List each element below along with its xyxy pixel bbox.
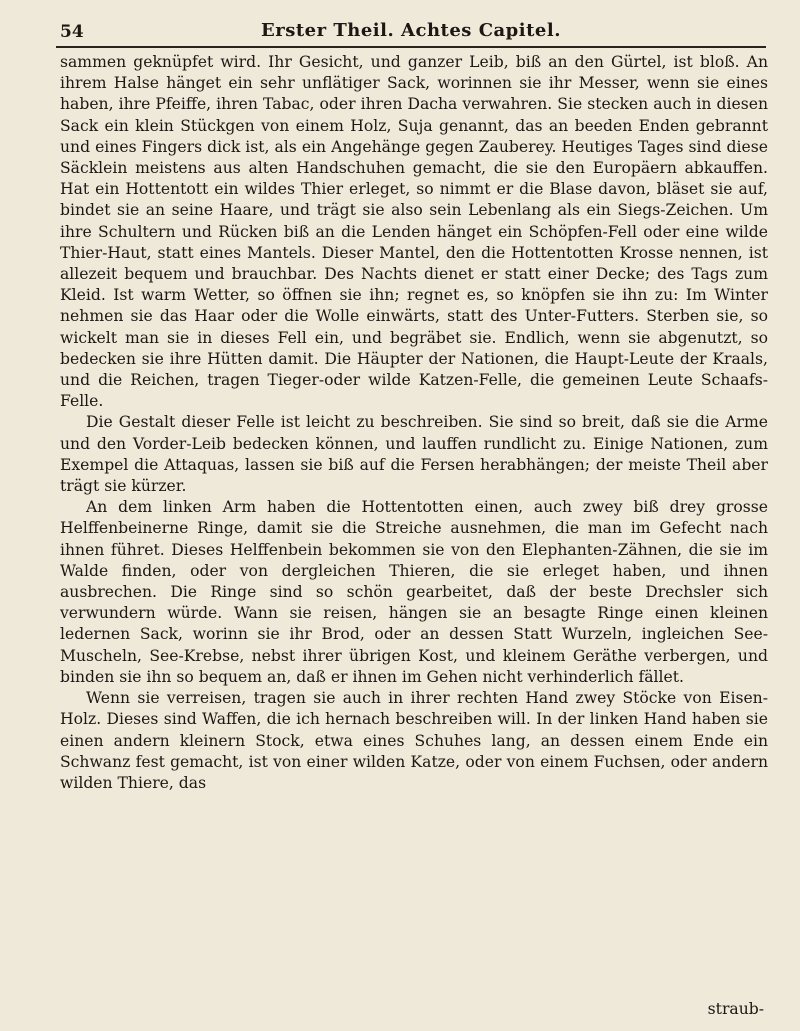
running-head: Erster Theil. Achtes Capitel.: [261, 20, 561, 41]
page-header: [56, 16, 766, 46]
catchword: straub-: [707, 1000, 764, 1018]
paragraph: Wenn sie verreisen, tragen sie auch in ihrer rechten Hand zwey Stöcke von Eisen-Holz. Dieses sind Waffen, die ich hernach beschreiben will. In der linken Hand haben sie einen andern kleinern Stock, etwa eines Schuhes lang, an dessen einem Ende ein Schwanz fest gemacht, ist von einer wilden Katze, oder von einem Fuchsen, oder andern wilden Thiere, das: [60, 689, 768, 792]
paragraph: sammen geknüpfet wird. Ihr Gesicht, und ganzer Leib, biß an den Gürtel, ist bloß. An ihrem Halse hänget ein sehr unflätiger Sack, worinnen sie ihr Messer, wenn sie eines haben, ihre Pfeiffe, ihren Tabac, oder ihren Dacha verwahren. Sie stecken auch in diesen Sack ein klein Stückgen von einem Holz, Suja genannt, das an beeden Enden gebrannt und eines Fingers dick ist, als ein Angehänge gegen Zauberey. Heutiges Tages sind diese Säcklein meistens aus alten Handschuhen gemacht, die sie den Europäern abkauffen. Hat ein Hottentott ein wildes Thier erleget, so nimmt er die Blase davon, bläset sie auf, bindet sie an seine Haare, und trägt sie also sein Lebenlang als ein Siegs-Zeichen. Um ihre Schultern und Rücken biß an die Lenden hänget ein Schöpfen-Fell oder eine wilde Thier-Haut, statt eines Mantels. Dieser Mantel, den die Hottentotten Krosse nennen, ist allezeit bequem und brauchbar. Des Nachts dienet er statt einer Decke; des Tags zum Kleid. Ist warm Wetter, so öffnen sie ihn; regnet es, so knöpfen sie ihn zu: Im Winter nehmen sie das Haar oder die Wolle einwärts, statt des Unter-Futters. Sterben sie, so wickelt man sie in dieses Fell ein, und begräbet sie. Endlich, wenn sie abgenutzt, so bedecken sie ihre Hütten damit. Die Häupter der Nationen, die Haupt-Leute der Kraals, und die Reichen, tragen Tieger-oder wilde Katzen-Felle, die gemeinen Leute Schaafs-Felle.: [60, 53, 768, 411]
paragraph: Die Gestalt dieser Felle ist leicht zu beschreiben. Sie sind so breit, daß sie die Arme und den Vorder-Leib bedecken können, und lauffen rundlicht zu. Einige Nationen, zum Exempel die Attaquas, lassen sie biß auf die Fersen herabhängen; der meiste Theil aber trägt sie kürzer.: [60, 413, 768, 496]
paragraph: An dem linken Arm haben die Hottentotten einen, auch zwey biß drey grosse Helffenbeinerne Ringe, damit sie die Streiche ausnehmen, die man im Gefecht nach ihnen führet. Dieses Helffenbein bekommen sie von den Elephanten-Zähnen, die sie im Walde finden, oder von dergleichen Thieren, die sie erleget haben, und ihnen ausbrechen. Die Ringe sind so schön gearbeitet, daß der beste Drechsler sich verwundern würde. Wann sie reisen, hängen sie an besagte Ringe einen kleinen ledernen Sack, worinn sie ihr Brod, oder an dessen Statt Wurzeln, ingleichen See-Muscheln, See-Krebse, nebst ihrer übrigen Kost, und kleinem Geräthe verbergen, und binden sie ihn so bequem an, daß er ihnen im Gehen nicht verhinderlich fället.: [60, 498, 768, 686]
header-rule: [56, 46, 766, 48]
page-number: 54: [60, 22, 84, 42]
body-text: [60, 52, 768, 794]
